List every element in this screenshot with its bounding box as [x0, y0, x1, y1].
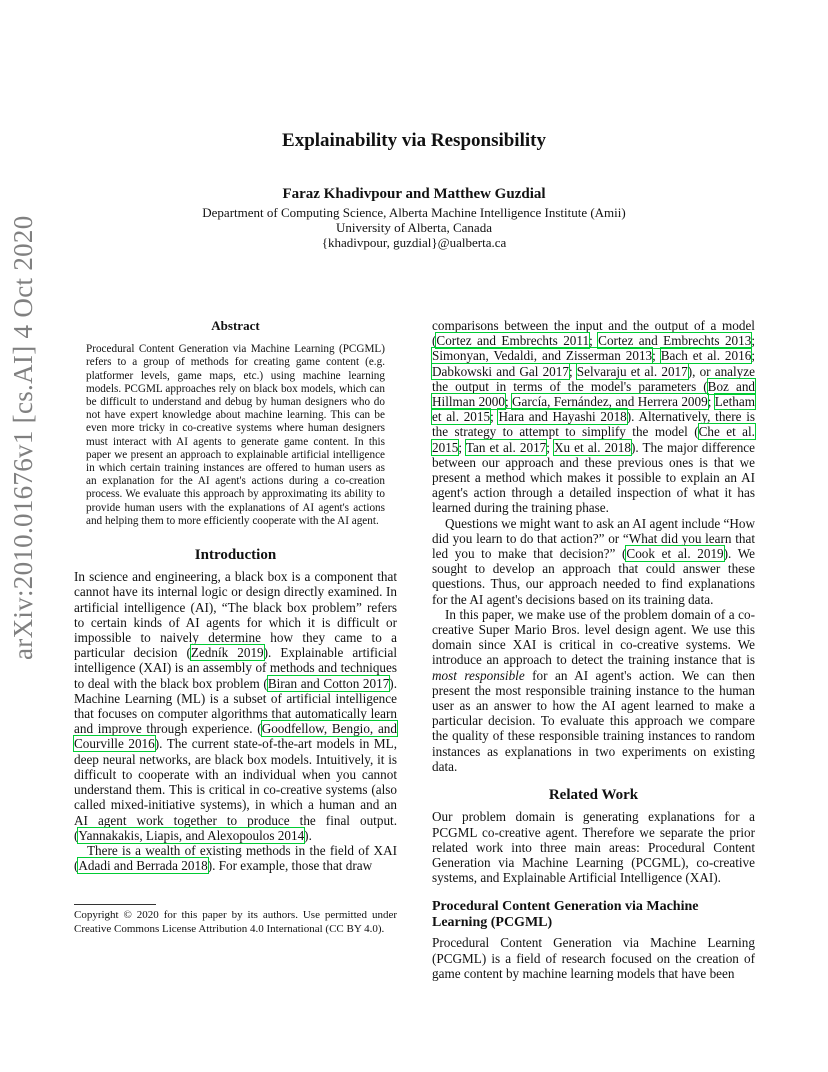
citation-link[interactable]: Zedník 2019: [190, 645, 264, 661]
citation-link[interactable]: Cortez and Embrechts 2011: [436, 333, 590, 349]
affiliation-block: [0, 205, 828, 250]
citation-link[interactable]: Dabkowski and Gal 2017: [432, 363, 569, 379]
pcgml-subheading: Procedural Content Generation via Machine Learning (PCGML): [432, 899, 699, 931]
citation-link[interactable]: Adadi and Berrada 2018: [78, 858, 208, 874]
left-column: [74, 318, 397, 873]
pcgml-text: Procedural Content Generation via Machine Learning (PCGML) is a field of research focused on the creation of game content by machine learning models that have been: [432, 935, 755, 981]
citation-link[interactable]: Hara and Hayashi 2018: [498, 409, 627, 425]
intro-paragraph-1: In science and engineering, a black box is a component that cannot have its internal logic or design directly examined. In artificial intelligence (AI), “The black box problem” refers to certain kinds of AI agents for which it is difficult or impossible to naively determine how they came to a particular decision (Zedník 2019). Explainable artificial intelligence (XAI) is an assembly of methods and techniques to deal with the black box problem (Biran and Cotton 2017). Machine Learning (ML) is a subset of artificial intelligence that focuses on computer algorithms that automatically learn and improve through experience. (Goodfellow, Bengio, and Courville 2016). The current state-of-the-art models in ML, deep neural networks, are black box models. Intuitively, it is difficult to cooperate with an individual when you cannot understand them. This is critical in co-creative systems (also called mixed-initiative systems), in which a human and an AI agent work together to produce the final output. (Yannakakis, Liapis, and Alexopoulos 2014).: [74, 569, 397, 843]
abstract-heading: Abstract: [211, 318, 260, 333]
citation-link[interactable]: Che et al. 2015: [432, 424, 755, 455]
introduction-heading: Introduction: [194, 547, 277, 564]
citation-link[interactable]: Boz and Hillman 2000: [432, 378, 756, 410]
citation-link[interactable]: García, Fernández, and Herrera 2009: [511, 394, 708, 410]
intro-paragraph-2: There is a wealth of existing methods in the field of XAI (Adadi and Berrada 2018). For example, those that draw: [74, 842, 397, 874]
citation-link[interactable]: Bach et al. 2016: [660, 348, 752, 364]
copyright-footnote: Copyright © 2020 for this paper by its authors. Use permitted under Creative Commons License Attribution 4.0 International (CC BY 4.0).: [74, 909, 397, 935]
related-work-heading: Related Work: [548, 787, 639, 804]
abstract-text: Procedural Content Generation via Machine Learning (PCGML) refers to a group of methods for creating game content (e.g. platformer levels, game maps, etc.) using machine learning models. PCGML approaches rely on black box models, which can be difficult to understand and debug by human designers who do not have expert knowledge about machine learning. This can be even more tricky in co-creative systems where human designers must interact with AI agents to generate game content. In this paper we present an approach to explainable artificial intelligence in which certain training instances are offered to human users as an explanation for the AI agent's actions during a co-creation process. We evaluate this approach by approximating its ability to provide human users with the explanations of AI agent's actions and helping them to more efficiently cooperate with the AI agent.: [86, 343, 385, 527]
footnote-block: [74, 904, 397, 936]
citation-link[interactable]: Cortez and Embrechts 2013: [598, 333, 752, 349]
citation-link[interactable]: Simonyan, Vedaldi, and Zisserman 2013: [432, 348, 653, 364]
affiliation-department: Department of Computing Science, Alberta Machine Intelligence Institute (Amii): [202, 205, 626, 220]
citation-link[interactable]: Selvaraju et al. 2017: [576, 363, 688, 379]
citation-link[interactable]: Xu et al. 2018: [553, 439, 631, 455]
intro-paragraph-3: Questions we might want to ask an AI agent include “How did you learn to do that action?” or “What did you learn that led you to make that decision?” (Cook et al. 2019). We sought to develop an approach that could answer these questions. Thus, our approach needed to find explanations for the AI agent's decisions based on its training data.: [432, 515, 755, 607]
citation-link[interactable]: Yannakakis, Liapis, and Alexopoulos 2014: [78, 827, 305, 843]
citation-link[interactable]: Tan et al. 2017: [465, 439, 547, 455]
intro-paragraph-4: In this paper, we make use of the problem domain of a co-creative Super Mario Bros. level design agent. We use this domain since XAI is critical in co-creative systems. We introduce an approach to detect the training instance that is most responsible for an AI agent's action. We can then present the most responsible training instance to the human user as an answer to how the AI agent learned to make a particular decision. To evaluate this approach we compare the quality of these responsible training instances to random instances as explanations in two experiments on existing data.: [432, 606, 756, 774]
emphasis-text: most responsible: [432, 667, 525, 683]
affiliation-email: {khadivpour, guzdial}@ualberta.ca: [321, 235, 507, 250]
paper-title: Explainability via Responsibility: [282, 130, 546, 151]
related-work-text: Our problem domain is generating explanations for a PCGML co-creative agent. Therefore we separate the prior related work into three main areas: Procedural Content Generation via Machine Learning (PCGML), co-creative systems, and Explainable Artificial Intelligence (XAI).: [432, 809, 755, 886]
right-column: [432, 318, 755, 981]
citation-link[interactable]: Cook et al. 2019: [626, 546, 724, 562]
footnote-rule: [74, 904, 156, 905]
citation-link[interactable]: Letham et al. 2015: [432, 394, 755, 425]
citation-link[interactable]: Biran and Cotton 2017: [267, 675, 390, 691]
arxiv-stamp: arXiv:2010.01676v1 [cs.AI] 4 Oct 2020: [8, 215, 38, 660]
intro-paragraph-2-continued: comparisons between the input and the output of a model (Cortez and Embrechts 2011; Cortez and Embrechts 2013; Simonyan, Vedaldi, and Zisserman 2013; Bach et al. 2016; Dabkowski and Gal 2017; Selvaraju et al. 2017), or analyze the output in terms of the model's parameters (Boz and Hillman 2000; García, Fernández, and Herrera 2009; Letham et al. 2015; Hara and Hayashi 2018). Alternatively, there is the strategy to attempt to simplify the model (Che et al. 2015; Tan et al. 2017; Xu et al. 2018). The major difference between our approach and these previous ones is that we present a method which makes it possible to explain an AI agent's action through a detailed inspection of what it has learned during the training phase.: [432, 318, 756, 516]
paper-authors: Faraz Khadivpour and Matthew Guzdial: [282, 186, 546, 202]
affiliation-university: University of Alberta, Canada: [336, 220, 492, 235]
citation-link[interactable]: Goodfellow, Bengio, and Courville 2016: [74, 721, 397, 752]
